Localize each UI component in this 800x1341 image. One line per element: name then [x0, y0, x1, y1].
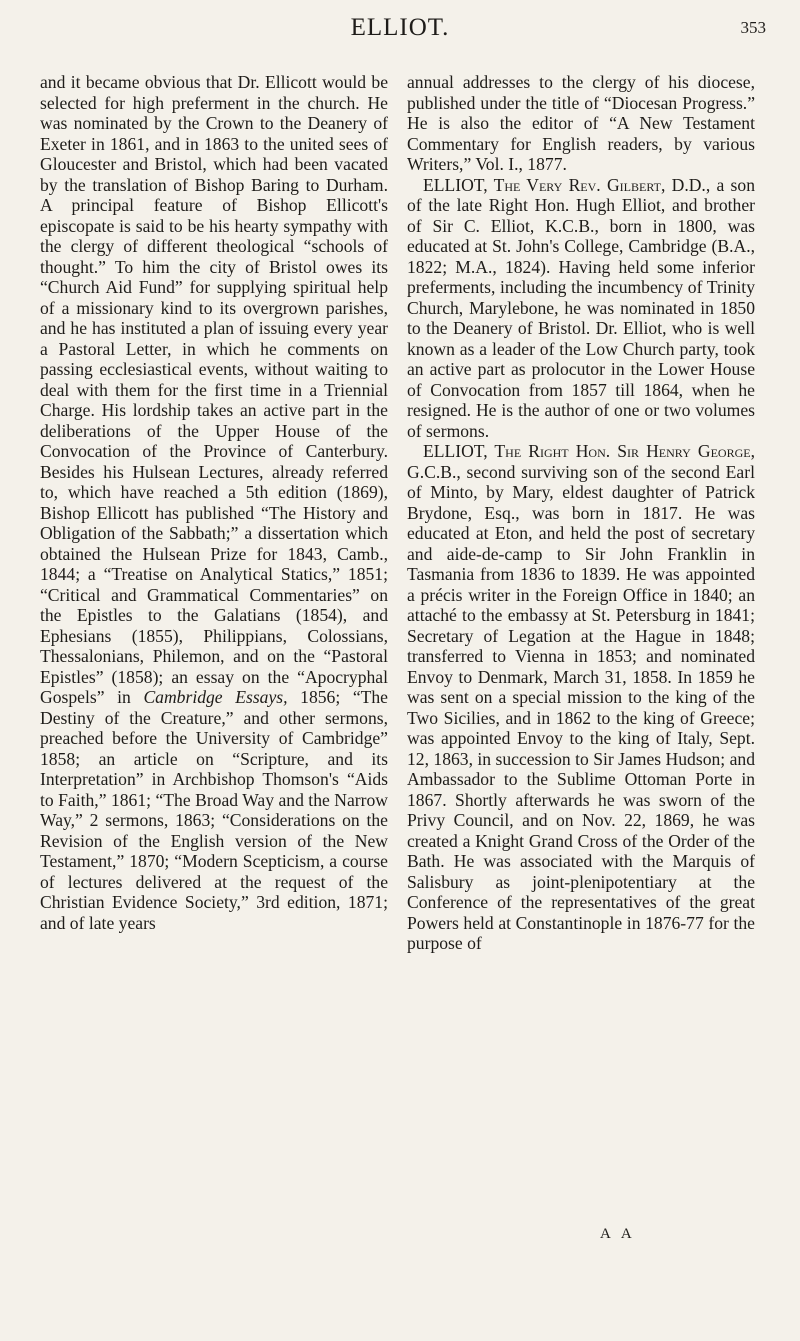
entry-body: D.D., a son of the late Right Hon. Hugh Elliot, and brother of Sir C. Elliot, K.C.B., born in 1800, was educated at St. John's College, Cambridge (B.A., 1822; M.A., 1824). Having held some inferior preferments, including the incumbency of Trinity Church, Marylebone, he was nominated in 1850 to the Deanery of Bristol. Dr. Elliot, who is well known as a leader of the Low Church party, took an active part as prolocutor in the Lower House of Convocation from 1857 till 1864, when he resigned. He is the author of one or two volumes of sermons.	[407, 174, 755, 441]
left-text-a: and it became obvious that Dr. Ellicott would be selected for high preferment in the church. He was nominated by the Crown to the Deanery of Exeter in 1861, and in 1863 to the united sees of Gloucester and Bristol, which had been vacated by the translation of Bishop Baring to Durham. A principal feature of Bishop Ellicott's episcopate is said to be his hearty sympathy with the clergy of different theological “schools of thought.” To him the city of Bristol owes its “Church Aid Fund” for supplying spiritual help of a missionary kind to its overgrown parishes, and he has instituted a plan of issuing every year a Pastoral Letter, in which he comments on passing ecclesiastical events, without waiting to deal with them for the first time in a Triennial Charge. His lordship takes an active part in the deliberations of the Upper House of the Convocation of the Province of Canterbury. Besides his Hulsean Lectures, already referred to, which have reached a 5th edition (1869), Bishop Ellicott has published “The History and Obligation of the Sabbath;” a dissertation which obtained the Hulsean Prize for 1843, Camb., 1844; a “Treatise on Analytical Statics,” 1851; “Critical and Grammatical Commentaries” on the Epistles to the Galatians (1854), and Ephesians (1855), Philippians, Colossians, Thessalonians, Philemon, and on the “Pastoral Epistles” (1858); an essay on the “Apocryphal Gospels” in	[40, 72, 388, 707]
page-title: ELLIOT.	[350, 14, 450, 41]
left-paragraph	[40, 72, 388, 933]
right-paragraph-1: annual addresses to the clergy of his diocese, published under the title of “Diocesan Progress.” He is also the editor of “A New Testament Commentary for English readers, by various Writers,” Vol. I., 1877.	[407, 72, 755, 174]
entry-body: second surviving son of the second Earl of Minto, by Mary, eldest daughter of Patrick Brydone, Esq., was born in 1817. He was educated at Eton, and held the post of secretary and aide-de-camp to Sir John Franklin in Tasmania from 1836 to 1839. He was appointed a précis writer in the Foreign Office in 1840; an attaché to the embassy at St. Petersburg in 1841; Secretary of Legation at the Hague in 1848; transferred to Vienna in 1853; and nominated Envoy to Denmark, March 31, 1858. In 1859 he was sent on a special mission to the king of the Two Sicilies, and in 1862 to the king of Greece; was appointed Envoy to the king of Italy, Sept. 12, 1863, in succession to Sir James Hudson; and Ambassador to the Sublime Ottoman Porte in 1867. Shortly afterwards he was sworn of the Privy Council, and on Nov. 22, 1869, he was created a Knight Grand Cross of the Order of the Bath. He was associated with the Marquis of Salisbury as joint-plenipotentiary at the Conference of the representatives of the great Powers held at Constantinople in 1876-77 for the purpose of	[407, 461, 755, 953]
running-head	[0, 14, 800, 44]
page-number: 353	[740, 18, 766, 37]
entry-heading: ELLIOT, The Very Rev. Gilbert,	[423, 174, 666, 195]
left-italic-title: Cambridge Essays,	[143, 687, 288, 707]
left-text-b: 1856; “The Destiny of the Creature,” and other sermons, preached before the University of Cambridge” 1858; an article on “Scripture, and its Interpretation” in Archbishop Thomson's “Aids to Faith,” 1861; “The Broad Way and the Narrow Way,” 2 sermons, 1863; “Considerations on the Revision of the English version of the New Testament,” 1870; “Modern Scepticism, a course of lectures delivered at the request of the Christian Evidence Society,” 3rd edition, 1871; and of late years	[40, 687, 388, 933]
signature-mark: A A	[600, 1226, 636, 1242]
right-column	[407, 72, 755, 954]
entry-elliot-henry	[407, 441, 755, 954]
left-column	[40, 72, 388, 933]
entry-heading: ELLIOT, The Right Hon. Sir Henry George, G.C.B.,	[407, 441, 755, 482]
entry-elliot-gilbert	[407, 175, 755, 442]
